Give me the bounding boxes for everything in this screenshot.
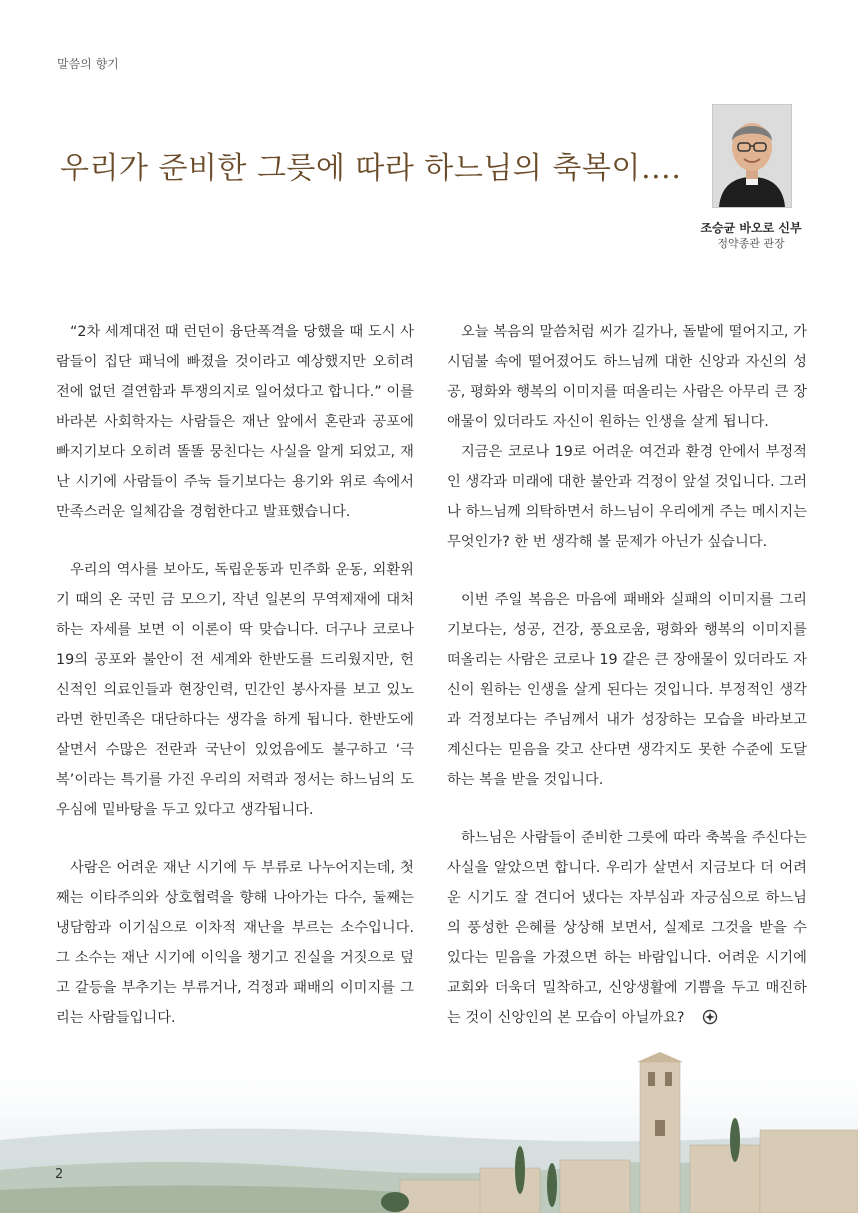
right-column: [447, 317, 807, 1036]
author-photo: [712, 104, 792, 208]
paragraph: [447, 823, 807, 1036]
cross-emblem-icon: [688, 1006, 718, 1036]
town-landscape-illustration: [0, 1050, 858, 1213]
author-role: 정약종관 관장: [717, 237, 785, 250]
section-label: 말씀의 향기: [57, 57, 119, 71]
paragraph: 사람은 어려운 재난 시기에 두 부류로 나누어지는데, 첫째는 이타주의와 상호협력을 향해 나아가는 다수, 둘째는 냉담함과 이기심으로 이차적 재난을 부르는 소수입니다. 그 소수는 재난 시기에 이익을 챙기고 진실을 거짓으로 덮고 갈등을 부추기는 부류거나, 걱정과 패배의 이미지를 그리는 사람들입니다.: [56, 860, 414, 1026]
paragraph: 이번 주일 복음은 마음에 패배와 실패의 이미지를 그리기보다는, 성공, 건강, 풍요로움, 평화와 행복의 이미지를 떠올리는 사람은 코로나 19 같은 큰 장애물이 있더라도 자신이 원하는 인생을 살게 된다는 것입니다. 부정적인 생각과 걱정보다는 주님께서 내가 성장하는 모습을 바라보고 계신다는 믿음을 갖고 산다면 생각지도 못한 수준에 도달하는 복을 받을 것입니다.: [447, 592, 807, 788]
page-title: 우리가 준비한 그릇에 따라 하느님의 축복이….: [60, 151, 682, 186]
paragraph-text: 하느님은 사람들이 준비한 그릇에 따라 축복을 주신다는 사실을 알았으면 합니다. 우리가 살면서 지금보다 더 어려운 시기도 잘 견디어 냈다는 자부심과 자긍심으로 하느님의 풍성한 은혜를 상상해 보면서, 실제로 그것을 받을 수 있다는 믿음을 가졌으면 하는 바람입니다. 어려운 시기에 교회와 더욱더 밀착하고, 신앙생활에 기쁨을 두고 매진하는 것이 신앙인의 본 모습이 아닐까요?: [447, 830, 807, 1026]
paragraph: 우리의 역사를 보아도, 독립운동과 민주화 운동, 외환위기 때의 온 국민 금 모으기, 작년 일본의 무역제재에 대처하는 자세를 보면 이 이론이 딱 맞습니다. 더구나 코로나 19의 공포와 불안이 전 세계와 한반도를 드리웠지만, 헌신적인 의료인들과 현장인력, 민간인 봉사자를 보고 있노라면 한민족은 대단하다는 생각을 하게 됩니다. 한반도에 살면서 수많은 전란과 국난이 있었음에도 불구하고 ‘극복’이라는 특기를 가진 우리의 저력과 정서는 하느님의 도우심에 밑바탕을 두고 있다고 생각됩니다.: [56, 562, 414, 818]
paragraph: 오늘 복음의 말씀처럼 씨가 길가나, 돌밭에 떨어지고, 가시덤불 속에 떨어졌어도 하느님께 대한 신앙과 자신의 성공, 평화와 행복의 이미지를 떠올리는 사람은 아무리 큰 장애물이 있더라도 자신이 원하는 인생을 살게 됩니다.: [447, 324, 807, 430]
left-column: [56, 317, 414, 1033]
author-name: 조승균 바오로 신부: [700, 221, 802, 235]
paragraph: 지금은 코로나 19로 어려운 여건과 환경 안에서 부정적인 생각과 미래에 대한 불안과 걱정이 앞설 것입니다. 그러나 하느님께 의탁하면서 하느님이 우리에게 주는 메시지는 무엇인가? 한 번 생각해 볼 문제가 아닌가 싶습니다.: [447, 444, 807, 550]
page-number: 2: [55, 1167, 64, 1182]
paragraph: “2차 세계대전 때 런던이 융단폭격을 당했을 때 도시 사람들이 집단 패닉에 빠졌을 것이라고 예상했지만 오히려 전에 없던 결연함과 투쟁의지로 일어섰다고 합니다.” 이를 바라본 사회학자는 사람들은 재난 앞에서 혼란과 공포에 빠지기보다 오히려 똘똘 뭉친다는 사실을 알게 되었고, 재난 시기에 사람들이 주눅 들기보다는 용기와 위로 속에서 만족스러운 일체감을 경험한다고 발표했습니다.: [56, 324, 414, 520]
